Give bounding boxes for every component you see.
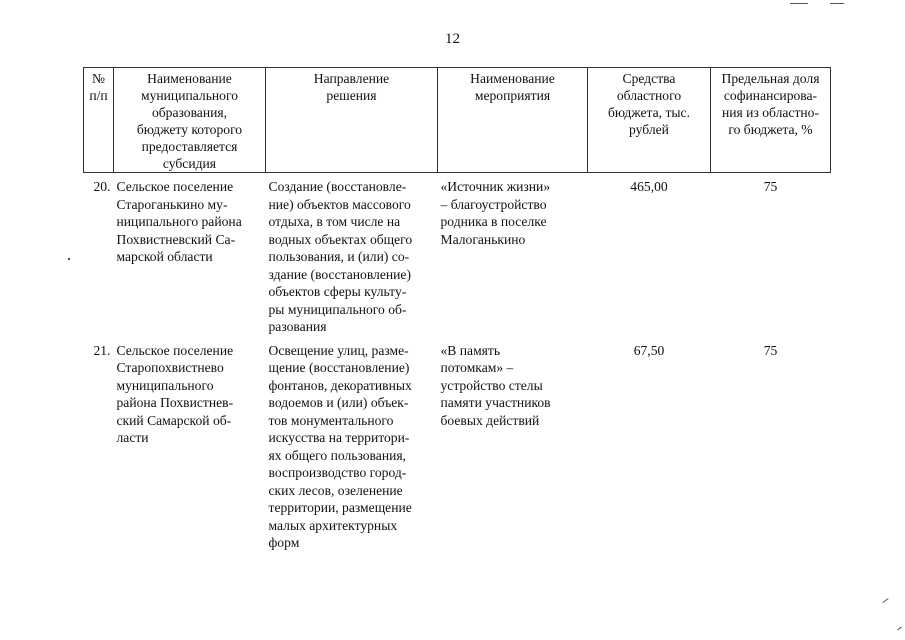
table-row: [84, 173, 831, 336]
header-share: Предельная доля софинансирова- ния из областно- го бюджета, %: [711, 68, 831, 173]
header-funds: Средства областного бюджета, тыс. рублей: [588, 68, 711, 173]
subsidy-table: [83, 67, 831, 552]
row-share: 75: [763, 179, 778, 194]
row-direction: Освещение улиц, разме- щение (восстановление) фонтанов, декоративных водоемов и (или) объек- тов монументального искусства на территори- ях общего пользования, воспроизводство город- ских лесов, озеленение территории, размещение малых архитектурных форм: [268, 342, 412, 550]
page-number: 12: [445, 31, 460, 47]
scan-mark: [68, 258, 70, 260]
header-direction: Направление решения: [266, 68, 438, 173]
row-municipality: Сельское поселение Старопохвистнево муниципального района Похвистнев- ский Самарской об- ласти: [116, 342, 234, 445]
header-number: № п/п: [84, 68, 114, 173]
scan-mark: [790, 3, 808, 4]
row-share: 75: [763, 342, 778, 358]
header-event: Наименование мероприятия: [438, 68, 588, 173]
row-funds: 465,00: [630, 179, 668, 194]
row-municipality: Сельское поселение Староганькино му- ниципального района Похвистневский Са- марской области: [116, 179, 242, 264]
row-direction: Создание (восстановле- ние) объектов массового отдыха, в том числе на водных объектах общего пользования, и (или) со- здание (восстановление) объектов сферы культу- ры муниципального об- разования: [268, 179, 413, 334]
row-number: 21.: [93, 342, 111, 358]
table-row: [84, 336, 831, 552]
row-event: «Источник жизни» – благоустройство родника в поселке Малоганькино: [440, 179, 551, 247]
scan-mark: [830, 3, 844, 4]
header-municipality: Наименование муниципального образования, бюджету которого предоставляется субсидия: [114, 68, 266, 173]
row-funds: 67,50: [633, 342, 665, 358]
scan-mark: [897, 627, 902, 631]
row-number: 20.: [93, 179, 111, 194]
row-event: «В память потомкам» – устройство стелы памяти участников боевых действий: [440, 342, 551, 428]
table-header-row: [84, 68, 831, 173]
scan-mark: [882, 598, 888, 603]
